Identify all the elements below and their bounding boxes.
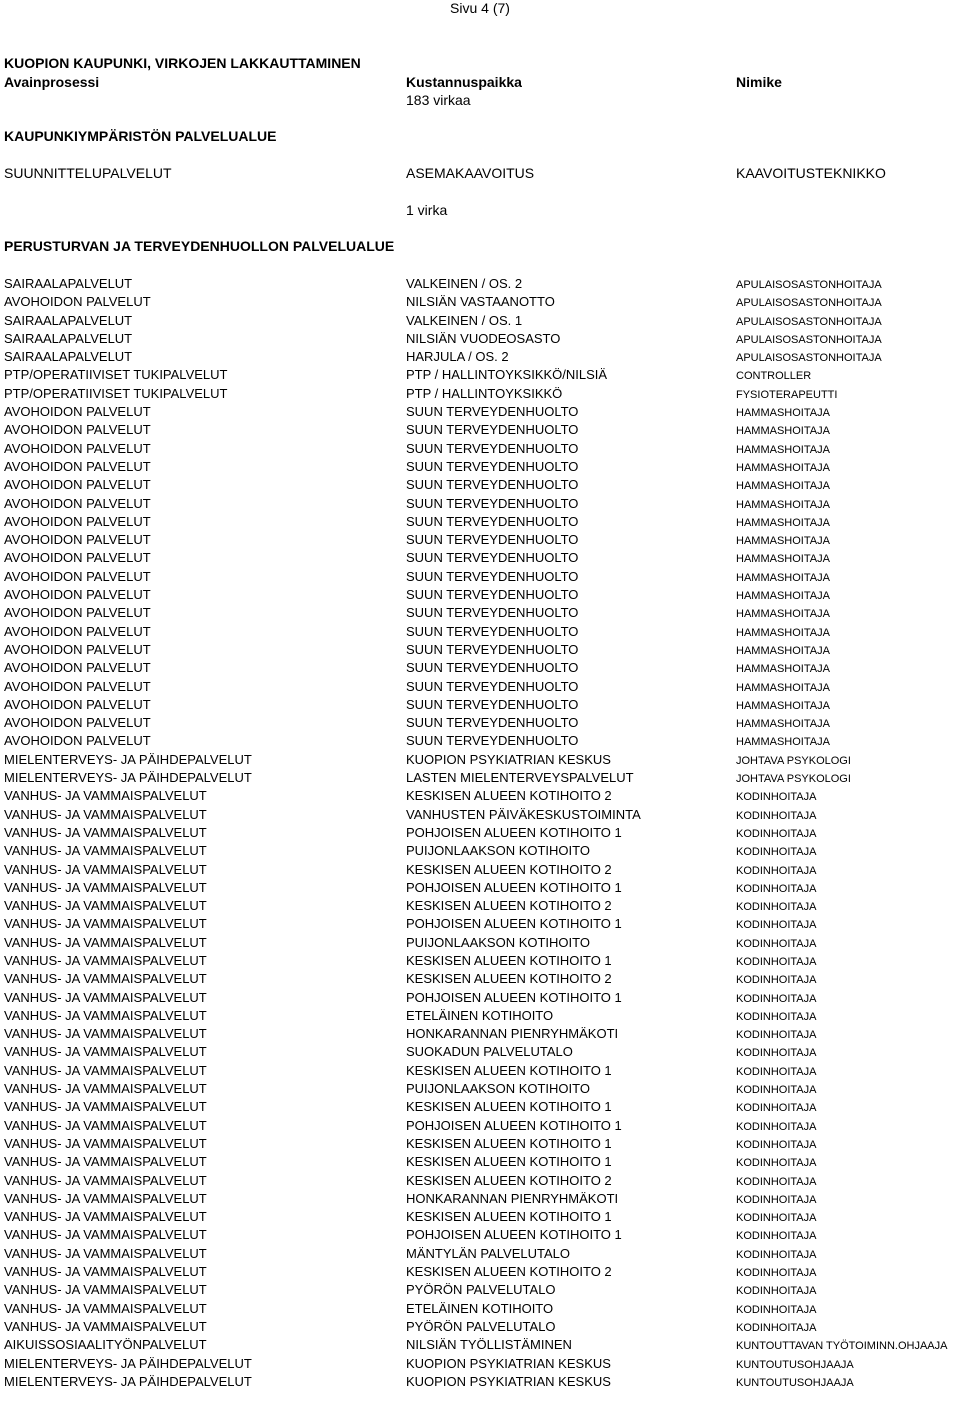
nimike-cell: KODINHOITAJA <box>736 1029 817 1042</box>
kustannuspaikka-cell: KESKISEN ALUEEN KOTIHOITO 1 <box>406 1062 612 1078</box>
nimike-cell: KODINHOITAJA <box>736 1212 817 1225</box>
kustannuspaikka-cell: KUOPION PSYKIATRIAN KESKUS <box>406 1355 611 1371</box>
kustannuspaikka-cell: PYÖRÖN PALVELUTALO <box>406 1318 556 1334</box>
table-row <box>0 404 960 422</box>
table-row <box>0 349 960 367</box>
kustannuspaikka-cell: SUUN TERVEYDENHUOLTO <box>406 678 579 694</box>
nimike-cell: HAMMASHOITAJA <box>736 461 830 474</box>
nimike-cell: KODINHOITAJA <box>736 901 817 914</box>
kustannuspaikka-cell: HONKARANNAN PIENRYHMÄKOTI <box>406 1026 619 1042</box>
avainprosessi-cell: VANHUS- JA VAMMAISPALVELUT <box>4 1135 207 1151</box>
nimike-cell: KODINHOITAJA <box>736 1010 817 1023</box>
kustannuspaikka-cell: SUUN TERVEYDENHUOLTO <box>406 605 579 621</box>
table-row <box>0 862 960 880</box>
nimike-cell: KODINHOITAJA <box>736 882 817 895</box>
avainprosessi-cell: VANHUS- JA VAMMAISPALVELUT <box>4 1318 207 1334</box>
table-row <box>0 1282 960 1300</box>
table-row <box>0 1063 960 1081</box>
table-row <box>0 1337 960 1355</box>
nimike-cell: KUNTOUTUSOHJAAJA <box>736 1358 854 1371</box>
kustannuspaikka-cell: KESKISEN ALUEEN KOTIHOITO 2 <box>406 971 612 987</box>
avainprosessi-cell: VANHUS- JA VAMMAISPALVELUT <box>4 989 207 1005</box>
table-row <box>0 276 960 294</box>
table-row <box>0 422 960 440</box>
nimike-cell: HAMMASHOITAJA <box>736 663 830 676</box>
kustannuspaikka-cell: POHJOISEN ALUEEN KOTIHOITO 1 <box>406 879 622 895</box>
avainprosessi-cell: VANHUS- JA VAMMAISPALVELUT <box>4 843 207 859</box>
table-row <box>0 770 960 788</box>
nimike-cell: HAMMASHOITAJA <box>736 553 830 566</box>
table-row <box>0 880 960 898</box>
section1-count: 1 virka <box>406 202 448 218</box>
section-title-perusturva: PERUSTURVAN JA TERVEYDENHUOLLON PALVELUALUE <box>4 238 395 254</box>
kustannuspaikka-cell: SUUN TERVEYDENHUOLTO <box>406 623 579 639</box>
avainprosessi-cell: VANHUS- JA VAMMAISPALVELUT <box>4 1026 207 1042</box>
nimike-cell: KODINHOITAJA <box>736 1047 817 1060</box>
avainprosessi-cell: VANHUS- JA VAMMAISPALVELUT <box>4 1264 207 1280</box>
nimike-cell: CONTROLLER <box>736 370 812 383</box>
kustannuspaikka-cell: PTP / HALLINTOYKSIKKÖ <box>406 385 563 401</box>
avainprosessi-cell: VANHUS- JA VAMMAISPALVELUT <box>4 971 207 987</box>
table-row <box>0 1008 960 1026</box>
avainprosessi-cell: PTP/OPERATIIVISET TUKIPALVELUT <box>4 367 228 383</box>
avainprosessi-cell: MIELENTERVEYS- JA PÄIHDEPALVELUT <box>4 1373 252 1389</box>
nimike-cell: KODINHOITAJA <box>736 1248 817 1261</box>
table-row <box>0 990 960 1008</box>
nimike-cell: KODINHOITAJA <box>736 1102 817 1115</box>
kustannuspaikka-cell: NILSIÄN TYÖLLISTÄMINEN <box>406 1337 572 1353</box>
nimike-cell: HAMMASHOITAJA <box>736 535 830 548</box>
section-title-kaupunkiymparisto: KAUPUNKIYMPÄRISTÖN PALVELUALUE <box>4 128 277 144</box>
nimike-cell: KUNTOUTTAVAN TYÖTOIMINN.OHJAAJA <box>736 1340 948 1353</box>
column-header-nimike: Nimike <box>736 74 782 90</box>
table-row <box>0 1026 960 1044</box>
kustannuspaikka-cell: PUIJONLAAKSON KOTIHOITO <box>406 934 590 950</box>
section1-kustannuspaikka: ASEMAKAAVOITUS <box>406 165 535 181</box>
kustannuspaikka-cell: KESKISEN ALUEEN KOTIHOITO 2 <box>406 1264 612 1280</box>
table-row <box>0 587 960 605</box>
table-row <box>0 1319 960 1337</box>
kustannuspaikka-cell: LASTEN MIELENTERVEYSPALVELUT <box>406 770 634 786</box>
avainprosessi-cell: PTP/OPERATIIVISET TUKIPALVELUT <box>4 385 228 401</box>
avainprosessi-cell: MIELENTERVEYS- JA PÄIHDEPALVELUT <box>4 1355 252 1371</box>
nimike-cell: KODINHOITAJA <box>736 1084 817 1097</box>
avainprosessi-cell: AVOHOIDON PALVELUT <box>4 458 151 474</box>
avainprosessi-cell: AVOHOIDON PALVELUT <box>4 495 151 511</box>
avainprosessi-cell: AVOHOIDON PALVELUT <box>4 568 151 584</box>
nimike-cell: HAMMASHOITAJA <box>736 571 830 584</box>
kustannuspaikka-cell: SUUN TERVEYDENHUOLTO <box>406 495 579 511</box>
kustannuspaikka-cell: KESKISEN ALUEEN KOTIHOITO 1 <box>406 952 612 968</box>
nimike-cell: HAMMASHOITAJA <box>736 443 830 456</box>
avainprosessi-cell: SAIRAALAPALVELUT <box>4 276 133 291</box>
nimike-cell: APULAISOSASTONHOITAJA <box>736 297 882 310</box>
nimike-cell: KODINHOITAJA <box>736 1303 817 1316</box>
avainprosessi-cell: AVOHOIDON PALVELUT <box>4 477 151 493</box>
avainprosessi-cell: VANHUS- JA VAMMAISPALVELUT <box>4 861 207 877</box>
kustannuspaikka-cell: ETELÄINEN KOTIHOITO <box>406 1007 554 1023</box>
avainprosessi-cell: AVOHOIDON PALVELUT <box>4 660 151 676</box>
kustannuspaikka-cell: KESKISEN ALUEEN KOTIHOITO 2 <box>406 898 612 914</box>
table-row <box>0 569 960 587</box>
nimike-cell: APULAISOSASTONHOITAJA <box>736 333 882 346</box>
kustannuspaikka-cell: SUUN TERVEYDENHUOLTO <box>406 733 579 749</box>
nimike-cell: KODINHOITAJA <box>736 1065 817 1078</box>
nimike-cell: HAMMASHOITAJA <box>736 480 830 493</box>
kustannuspaikka-cell: VANHUSTEN PÄIVÄKESKUSTOIMINTA <box>406 806 641 822</box>
avainprosessi-cell: VANHUS- JA VAMMAISPALVELUT <box>4 1081 207 1097</box>
avainprosessi-cell: VANHUS- JA VAMMAISPALVELUT <box>4 1044 207 1060</box>
table-row <box>0 1356 960 1374</box>
table-row <box>0 953 960 971</box>
kustannuspaikka-cell: SUUN TERVEYDENHUOLTO <box>406 513 579 529</box>
kustannuspaikka-cell: SUUN TERVEYDENHUOLTO <box>406 696 579 712</box>
nimike-cell: KUNTOUTUSOHJAAJA <box>736 1376 854 1389</box>
avainprosessi-cell: VANHUS- JA VAMMAISPALVELUT <box>4 1209 207 1225</box>
nimike-cell: KODINHOITAJA <box>736 937 817 950</box>
kustannuspaikka-cell: SUUN TERVEYDENHUOLTO <box>406 550 579 566</box>
kustannuspaikka-cell: SUUN TERVEYDENHUOLTO <box>406 568 579 584</box>
table-row <box>0 605 960 623</box>
kustannuspaikka-cell: ETELÄINEN KOTIHOITO <box>406 1300 554 1316</box>
avainprosessi-cell: VANHUS- JA VAMMAISPALVELUT <box>4 788 207 804</box>
kustannuspaikka-cell: PUIJONLAAKSON KOTIHOITO <box>406 1081 590 1097</box>
table-row <box>0 1264 960 1282</box>
table-row <box>0 1191 960 1209</box>
nimike-cell: KODINHOITAJA <box>736 1157 817 1170</box>
kustannuspaikka-cell: KESKISEN ALUEEN KOTIHOITO 1 <box>406 1099 612 1115</box>
table-row <box>0 916 960 934</box>
nimike-cell: FYSIOTERAPEUTTI <box>736 388 838 401</box>
table-row <box>0 496 960 514</box>
avainprosessi-cell: AVOHOIDON PALVELUT <box>4 550 151 566</box>
table-row <box>0 1246 960 1264</box>
table-row <box>0 715 960 733</box>
avainprosessi-cell: VANHUS- JA VAMMAISPALVELUT <box>4 1062 207 1078</box>
table-row <box>0 642 960 660</box>
nimike-cell: KODINHOITAJA <box>736 827 817 840</box>
avainprosessi-cell: VANHUS- JA VAMMAISPALVELUT <box>4 1300 207 1316</box>
nimike-cell: APULAISOSASTONHOITAJA <box>736 279 882 291</box>
nimike-cell: HAMMASHOITAJA <box>736 590 830 603</box>
table-row <box>0 733 960 751</box>
nimike-cell: KODINHOITAJA <box>736 1321 817 1334</box>
nimike-cell: APULAISOSASTONHOITAJA <box>736 315 882 328</box>
kustannuspaikka-cell: POHJOISEN ALUEEN KOTIHOITO 1 <box>406 916 622 932</box>
avainprosessi-cell: VANHUS- JA VAMMAISPALVELUT <box>4 806 207 822</box>
kustannuspaikka-cell: SUUN TERVEYDENHUOLTO <box>406 458 579 474</box>
kustannuspaikka-cell: SUUN TERVEYDENHUOLTO <box>406 641 579 657</box>
nimike-cell: KODINHOITAJA <box>736 992 817 1005</box>
kustannuspaikka-cell: HARJULA / OS. 2 <box>406 349 509 365</box>
kustannuspaikka-cell: SUOKADUN PALVELUTALO <box>406 1044 573 1060</box>
avainprosessi-cell: AIKUISSOSIAALITYÖNPALVELUT <box>4 1337 207 1353</box>
avainprosessi-cell: AVOHOIDON PALVELUT <box>4 294 151 310</box>
avainprosessi-cell: VANHUS- JA VAMMAISPALVELUT <box>4 934 207 950</box>
avainprosessi-cell: SAIRAALAPALVELUT <box>4 349 133 365</box>
kustannuspaikka-cell: VALKEINEN / OS. 1 <box>406 312 523 328</box>
table-row <box>0 514 960 532</box>
kustannuspaikka-cell: SUUN TERVEYDENHUOLTO <box>406 660 579 676</box>
table-row <box>0 843 960 861</box>
kustannuspaikka-cell: NILSIÄN VUODEOSASTO <box>406 330 561 346</box>
table-row <box>0 1044 960 1062</box>
avainprosessi-cell: VANHUS- JA VAMMAISPALVELUT <box>4 1245 207 1261</box>
nimike-cell: KODINHOITAJA <box>736 791 817 804</box>
avainprosessi-cell: AVOHOIDON PALVELUT <box>4 440 151 456</box>
kustannuspaikka-cell: SUUN TERVEYDENHUOLTO <box>406 715 579 731</box>
kustannuspaikka-cell: PUIJONLAAKSON KOTIHOITO <box>406 843 590 859</box>
nimike-cell: KODINHOITAJA <box>736 919 817 932</box>
table-row <box>0 697 960 715</box>
kustannuspaikka-cell: KESKISEN ALUEEN KOTIHOITO 2 <box>406 1172 612 1188</box>
avainprosessi-cell: VANHUS- JA VAMMAISPALVELUT <box>4 1099 207 1115</box>
table-row <box>0 1081 960 1099</box>
section1-avainprosessi: SUUNNITTELUPALVELUT <box>4 165 172 181</box>
nimike-cell: KODINHOITAJA <box>736 1230 817 1243</box>
table-row <box>0 367 960 385</box>
avainprosessi-cell: AVOHOIDON PALVELUT <box>4 532 151 548</box>
table-row <box>0 386 960 404</box>
nimike-cell: HAMMASHOITAJA <box>736 626 830 639</box>
nimike-cell: KODINHOITAJA <box>736 1120 817 1133</box>
table-row <box>0 788 960 806</box>
nimike-cell: KODINHOITAJA <box>736 974 817 987</box>
document-title: KUOPION KAUPUNKI, VIRKOJEN LAKKAUTTAMINEN <box>4 55 361 71</box>
avainprosessi-cell: VANHUS- JA VAMMAISPALVELUT <box>4 1227 207 1243</box>
table-row <box>0 660 960 678</box>
table-row <box>0 1374 960 1392</box>
table-row <box>0 441 960 459</box>
kustannuspaikka-cell: SUUN TERVEYDENHUOLTO <box>406 440 579 456</box>
nimike-cell: JOHTAVA PSYKOLOGI <box>736 754 851 767</box>
avainprosessi-cell: VANHUS- JA VAMMAISPALVELUT <box>4 879 207 895</box>
kustannuspaikka-cell: NILSIÄN VASTAANOTTO <box>406 294 555 310</box>
table-row <box>0 825 960 843</box>
avainprosessi-cell: VANHUS- JA VAMMAISPALVELUT <box>4 952 207 968</box>
table-row <box>0 1301 960 1319</box>
page-number-label: Sivu 4 (7) <box>450 0 510 16</box>
nimike-cell: HAMMASHOITAJA <box>736 699 830 712</box>
avainprosessi-cell: VANHUS- JA VAMMAISPALVELUT <box>4 916 207 932</box>
avainprosessi-cell: MIELENTERVEYS- JA PÄIHDEPALVELUT <box>4 770 252 786</box>
nimike-cell: HAMMASHOITAJA <box>736 608 830 621</box>
kustannuspaikka-cell: PYÖRÖN PALVELUTALO <box>406 1282 556 1298</box>
table-row <box>0 532 960 550</box>
table-row <box>0 807 960 825</box>
avainprosessi-cell: SAIRAALAPALVELUT <box>4 330 133 346</box>
table-row <box>0 1099 960 1117</box>
kustannuspaikka-cell: SUUN TERVEYDENHUOLTO <box>406 404 579 420</box>
kustannuspaikka-cell: KESKISEN ALUEEN KOTIHOITO 2 <box>406 788 612 804</box>
kustannuspaikka-cell: POHJOISEN ALUEEN KOTIHOITO 1 <box>406 1227 622 1243</box>
table-row <box>0 752 960 770</box>
nimike-cell: KODINHOITAJA <box>736 1285 817 1298</box>
kustannuspaikka-cell: POHJOISEN ALUEEN KOTIHOITO 1 <box>406 1117 622 1133</box>
avainprosessi-cell: AVOHOIDON PALVELUT <box>4 422 151 438</box>
nimike-cell: KODINHOITAJA <box>736 1193 817 1206</box>
nimike-cell: KODINHOITAJA <box>736 846 817 859</box>
table-row <box>0 624 960 642</box>
table-row <box>0 935 960 953</box>
nimike-cell: JOHTAVA PSYKOLOGI <box>736 773 851 786</box>
kustannuspaikka-cell: KUOPION PSYKIATRIAN KESKUS <box>406 751 611 767</box>
nimike-cell: HAMMASHOITAJA <box>736 718 830 731</box>
kustannuspaikka-cell: SUUN TERVEYDENHUOLTO <box>406 587 579 603</box>
kustannuspaikka-cell: MÄNTYLÄN PALVELUTALO <box>406 1245 570 1261</box>
avainprosessi-cell: AVOHOIDON PALVELUT <box>4 641 151 657</box>
nimike-cell: HAMMASHOITAJA <box>736 498 830 511</box>
avainprosessi-cell: AVOHOIDON PALVELUT <box>4 513 151 529</box>
avainprosessi-cell: AVOHOIDON PALVELUT <box>4 733 151 749</box>
nimike-cell: KODINHOITAJA <box>736 1175 817 1188</box>
total-count: 183 virkaa <box>406 92 471 108</box>
table-row <box>0 1209 960 1227</box>
avainprosessi-cell: AVOHOIDON PALVELUT <box>4 605 151 621</box>
avainprosessi-cell: SAIRAALAPALVELUT <box>4 312 133 328</box>
kustannuspaikka-cell: POHJOISEN ALUEEN KOTIHOITO 1 <box>406 824 622 840</box>
kustannuspaikka-cell: KESKISEN ALUEEN KOTIHOITO 2 <box>406 861 612 877</box>
kustannuspaikka-cell: KESKISEN ALUEEN KOTIHOITO 1 <box>406 1135 612 1151</box>
kustannuspaikka-cell: KESKISEN ALUEEN KOTIHOITO 1 <box>406 1209 612 1225</box>
section1-nimike: KAAVOITUSTEKNIKKO <box>736 165 886 181</box>
avainprosessi-cell: VANHUS- JA VAMMAISPALVELUT <box>4 1154 207 1170</box>
kustannuspaikka-cell: VALKEINEN / OS. 2 <box>406 276 523 291</box>
table-row <box>0 1173 960 1191</box>
table-row <box>0 313 960 331</box>
table-row <box>0 1118 960 1136</box>
avainprosessi-cell: VANHUS- JA VAMMAISPALVELUT <box>4 898 207 914</box>
table-row <box>0 1227 960 1245</box>
avainprosessi-cell: AVOHOIDON PALVELUT <box>4 587 151 603</box>
kustannuspaikka-cell: SUUN TERVEYDENHUOLTO <box>406 532 579 548</box>
avainprosessi-cell: AVOHOIDON PALVELUT <box>4 623 151 639</box>
table-row <box>0 1136 960 1154</box>
table-row <box>0 898 960 916</box>
nimike-cell: HAMMASHOITAJA <box>736 516 830 529</box>
nimike-cell: HAMMASHOITAJA <box>736 644 830 657</box>
avainprosessi-cell: AVOHOIDON PALVELUT <box>4 404 151 420</box>
kustannuspaikka-cell: SUUN TERVEYDENHUOLTO <box>406 477 579 493</box>
position-list <box>0 276 960 1392</box>
nimike-cell: KODINHOITAJA <box>736 809 817 822</box>
avainprosessi-cell: VANHUS- JA VAMMAISPALVELUT <box>4 824 207 840</box>
avainprosessi-cell: VANHUS- JA VAMMAISPALVELUT <box>4 1007 207 1023</box>
table-row <box>0 477 960 495</box>
avainprosessi-cell: VANHUS- JA VAMMAISPALVELUT <box>4 1172 207 1188</box>
nimike-cell: KODINHOITAJA <box>736 864 817 877</box>
kustannuspaikka-cell: KUOPION PSYKIATRIAN KESKUS <box>406 1373 611 1389</box>
avainprosessi-cell: AVOHOIDON PALVELUT <box>4 696 151 712</box>
table-row <box>0 294 960 312</box>
nimike-cell: HAMMASHOITAJA <box>736 736 830 749</box>
table-row <box>0 550 960 568</box>
column-header-avainprosessi: Avainprosessi <box>4 74 100 90</box>
avainprosessi-cell: MIELENTERVEYS- JA PÄIHDEPALVELUT <box>4 751 252 767</box>
avainprosessi-cell: VANHUS- JA VAMMAISPALVELUT <box>4 1117 207 1133</box>
avainprosessi-cell: AVOHOIDON PALVELUT <box>4 678 151 694</box>
kustannuspaikka-cell: KESKISEN ALUEEN KOTIHOITO 1 <box>406 1154 612 1170</box>
table-row <box>0 1154 960 1172</box>
avainprosessi-cell: VANHUS- JA VAMMAISPALVELUT <box>4 1190 207 1206</box>
kustannuspaikka-cell: POHJOISEN ALUEEN KOTIHOITO 1 <box>406 989 622 1005</box>
nimike-cell: KODINHOITAJA <box>736 1138 817 1151</box>
table-row <box>0 679 960 697</box>
nimike-cell: HAMMASHOITAJA <box>736 407 830 420</box>
nimike-cell: KODINHOITAJA <box>736 955 817 968</box>
nimike-cell: APULAISOSASTONHOITAJA <box>736 352 882 365</box>
kustannuspaikka-cell: HONKARANNAN PIENRYHMÄKOTI <box>406 1190 619 1206</box>
kustannuspaikka-cell: SUUN TERVEYDENHUOLTO <box>406 422 579 438</box>
column-header-kustannuspaikka: Kustannuspaikka <box>406 74 522 90</box>
nimike-cell: HAMMASHOITAJA <box>736 425 830 438</box>
avainprosessi-cell: AVOHOIDON PALVELUT <box>4 715 151 731</box>
table-row <box>0 331 960 349</box>
kustannuspaikka-cell: PTP / HALLINTOYKSIKKÖ/NILSIÄ <box>406 367 608 383</box>
table-row <box>0 971 960 989</box>
nimike-cell: HAMMASHOITAJA <box>736 681 830 694</box>
avainprosessi-cell: VANHUS- JA VAMMAISPALVELUT <box>4 1282 207 1298</box>
table-row <box>0 459 960 477</box>
nimike-cell: KODINHOITAJA <box>736 1267 817 1280</box>
